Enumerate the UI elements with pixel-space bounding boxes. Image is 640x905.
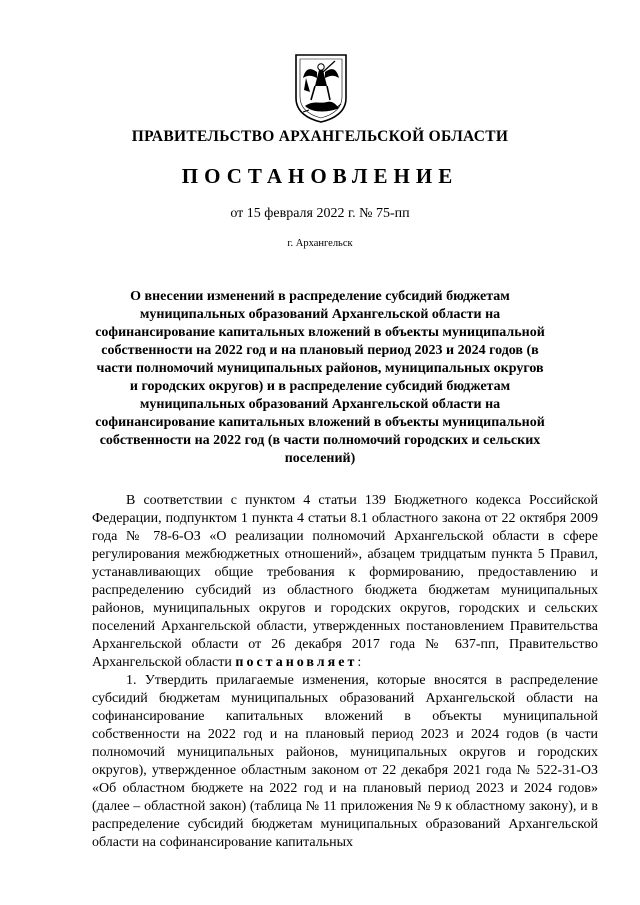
document-date-number: от 15 февраля 2022 г. № 75-пп: [230, 206, 410, 221]
item-1-paragraph: 1. Утвердить прилагаемые изменения, которые вносятся в распределение субсидий бюджетам муниципальных образований Архангельской области на софинансирование капитальных вложений в объекты муниципальной собственности на 2022 год и на плановый период 2023 и 2024 годов (в части полномочий муниципальных районов, муниципальных округов и городских округов), утвержденное областным законом от 22 декабря 2021 года № 522-31-ОЗ «Об областном бюджете на 2022 год и на плановый период 2023 и 2024 годов» (далее – областной закон) (таблица № 11 приложения № 9 к областному закону), и в распределение субсидий бюджетам муниципальных образований Архангельской области на софинансирование капитальных: [92, 673, 598, 850]
decree-end: :: [357, 655, 362, 670]
document-subject: О внесении изменений в распределение субсидий бюджетам муниципальных образований Архангельской области на софинансирование капитальных вложений в объекты муниципальной собственности на 2022 год и на плановый период 2023 и 2024 годов (в части полномочий муниципальных районов, муниципальных округов и городских округов) и в распределение субсидий бюджетам муниципальных образований Архангельской области на софинансирование капитальных вложений в объекты муниципальной собственности на 2022 год (в части полномочий городских и сельских поселений): [95, 289, 545, 466]
document-city: г. Архангельск: [287, 238, 353, 249]
document-type-title: ПОСТАНОВЛЕНИЕ: [181, 164, 459, 188]
coat-of-arms-emblem: [293, 52, 349, 124]
document-body: [92, 492, 598, 852]
preamble-paragraph: [92, 492, 598, 672]
decree-word: постановляет: [235, 655, 358, 670]
preamble-text: В соответствии с пунктом 4 статьи 139 Бюджетного кодекса Российской Федерации, подпунктом 1 пункта 4 статьи 8.1 областного закона от 22 октября 2009 года № 78-6-ОЗ «О реализации полномочий Архангельской области в сфере регулирования межбюджетных отношений», абзацем тридцатым пункта 5 Правил, устанавливающих общие требования к формированию, предоставлению и распределению субсидий из областного бюджета бюджетам муниципальных районов, муниципальных округов и городских округов, городских и сельских поселений Архангельской области, утвержденных постановлением Правительства Архангельской области от 26 декабря 2017 года № 637-пп, Правительство Архангельской области: [92, 493, 598, 670]
organization-title: ПРАВИТЕЛЬСТВО АРХАНГЕЛЬСКОЙ ОБЛАСТИ: [131, 128, 509, 145]
